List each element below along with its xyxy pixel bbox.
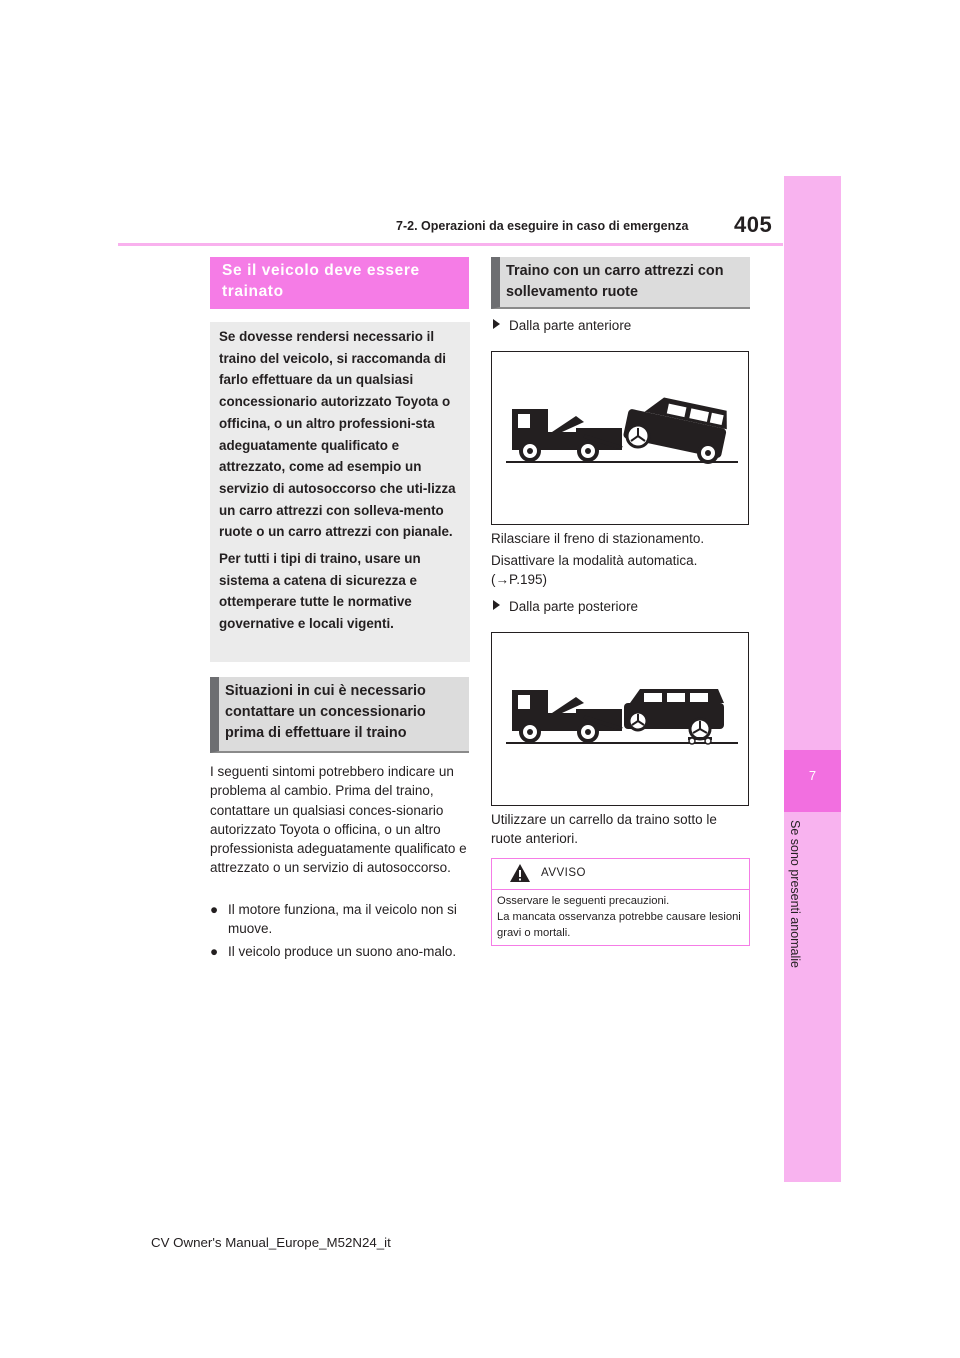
footer-text: CV Owner's Manual_Europe_M52N24_it bbox=[151, 1235, 391, 1250]
warning-body bbox=[492, 890, 749, 941]
section-title: 7-2. Operazioni da eseguire in caso di emergenza bbox=[396, 219, 689, 233]
warning-triangle-icon bbox=[509, 863, 531, 883]
warning-line: Osservare le seguenti precauzioni. bbox=[497, 895, 670, 907]
arrow-right-icon bbox=[493, 319, 500, 329]
towing-heading: Se il veicolo deve essere trainato bbox=[210, 257, 469, 309]
warning-header bbox=[492, 859, 749, 890]
bullet-item bbox=[210, 900, 468, 939]
page-number: 405 bbox=[734, 212, 773, 237]
rear-label bbox=[491, 597, 638, 616]
chapter-side-tab bbox=[784, 176, 841, 1182]
situations-text: I seguenti sintomi potrebbero indicare un problema al cambio. Prima del traino, contattare un qualsiasi conces-sionario autorizzato Toyota o officina, o un altro professionista adeguatamente qualificato e attrezzato o un servizio di autosoccorso. bbox=[210, 764, 467, 876]
situations-heading: Situazioni in cui è necessario contattare un concessionario prima di effettuare il traino bbox=[210, 677, 469, 753]
bullet-text: Il veicolo produce un suono ano-malo. bbox=[228, 944, 457, 959]
intro-box bbox=[210, 322, 470, 662]
chapter-title-vertical: Se sono presenti anomalie bbox=[788, 820, 802, 969]
tow-rear-illustration bbox=[491, 632, 749, 806]
warning-line: La mancata osservanza potrebbe causare lesioni gravi o mortali. bbox=[497, 911, 741, 939]
rear-label-text: Dalla parte posteriore bbox=[509, 599, 639, 614]
warning-box bbox=[491, 858, 750, 946]
rear-instruction: Utilizzare un carrello da traino sotto le ruote anteriori. bbox=[491, 812, 717, 847]
front-label-text: Dalla parte anteriore bbox=[509, 318, 632, 333]
bullet-icon: ● bbox=[210, 902, 219, 917]
header-divider bbox=[118, 243, 783, 246]
tow-front-illustration bbox=[491, 351, 749, 525]
warning-label: AVVISO bbox=[541, 867, 586, 879]
chapter-number: 7 bbox=[808, 768, 817, 783]
wheel-lift-heading: Traino con un carro attrezzi con sollevamento ruote bbox=[491, 257, 750, 309]
bullet-text: Il motore funziona, ma il veicolo non si muove. bbox=[228, 902, 457, 937]
tow-truck-front-icon bbox=[492, 352, 748, 524]
arrow-right-icon bbox=[493, 600, 500, 610]
front-label bbox=[491, 316, 631, 335]
tow-truck-rear-icon bbox=[492, 633, 748, 805]
bullet-item bbox=[210, 942, 468, 961]
bullet-icon: ● bbox=[210, 944, 219, 959]
front-instruction-1: Rilasciare il freno di stazionamento. bbox=[491, 531, 705, 546]
intro-paragraph: Se dovesse rendersi necessario il traino del veicolo, si raccomanda di farlo effettuare da un qualsiasi concessionario autorizzato Toyota o officina, o un altro professioni-sta adeguatamente qualificato e attrezzato, come ad esempio un servizio di autosoccorso che uti-lizza un carro attrezzi con solleva-mento ruote o un carro attrezzi con pianale. bbox=[219, 329, 456, 540]
intro-paragraph: Per tutti i tipi di traino, usare un sistema a catena di sicurezza e ottemperare tutte le normative governative e locali vigenti. bbox=[219, 551, 421, 632]
front-instruction-2: Disattivare la modalità automatica. (→P.195) bbox=[491, 553, 698, 588]
